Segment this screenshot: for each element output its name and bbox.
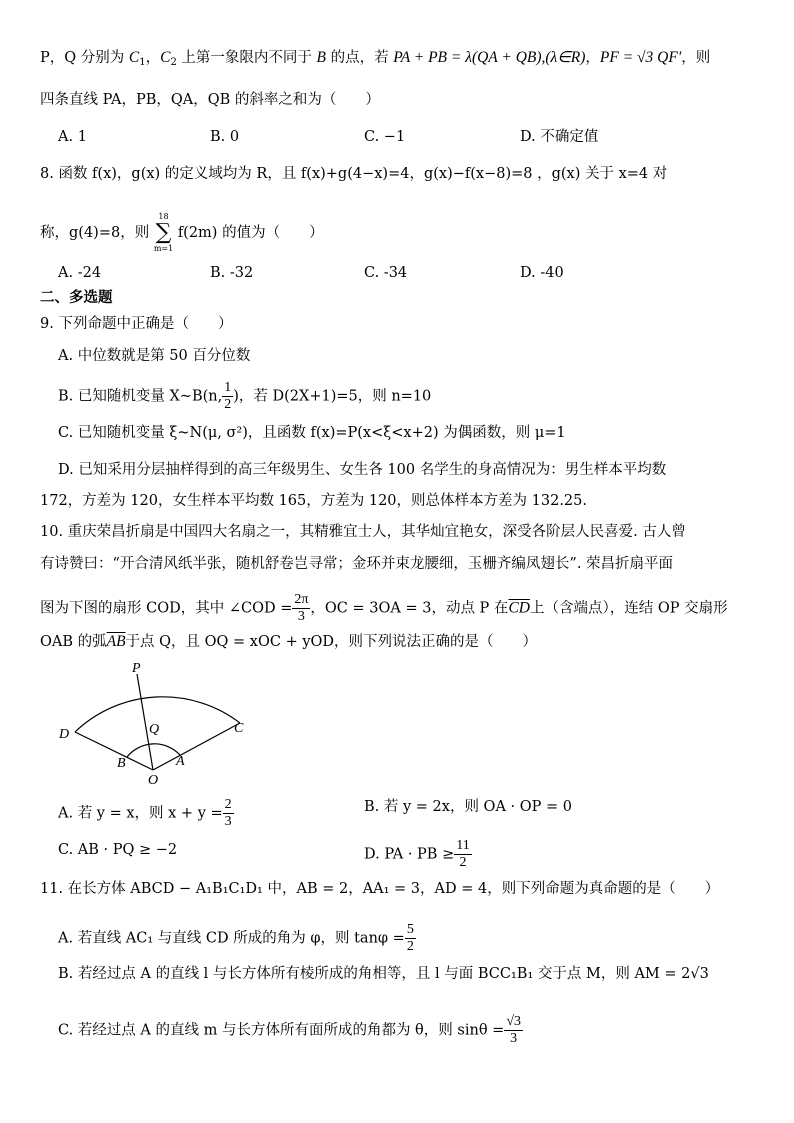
q9-option-b: B. 已知随机变量 X~B(n, $\frac{1}{2}$ )，若 D(2X+1)=5，则 n=10	[58, 380, 432, 412]
q9-option-c: C. 已知随机变量 ξ~N(μ, σ²)，且函数 f(x)=P(x<ξ<x+2) 为偶函数，则 μ=1	[58, 425, 566, 441]
q8-option-a: A. -24	[58, 265, 102, 281]
fraction: $\frac{1}{2}$	[224, 380, 232, 412]
section-title-multiple-choice: 二、多选题	[40, 289, 113, 306]
q7-line1: P，Q 分别为 $C_1$，$C_2$ 上第一象限内不同于 B 的点，若 PA + PB = λ(QA + QB),(λ∈R)，PF = √3 QF′，则	[40, 49, 711, 68]
q10-line2: 有诗赞曰：“开合清风纸半张，随机舒卷岂寻常；金环并束龙腰细，玉栅齐编凤翅长”. 荣昌折扇平面	[40, 556, 674, 572]
q10-option-c: C. AB · PQ ≥ −2	[58, 842, 178, 858]
arc-ab: $\overline{AB}$	[106, 633, 126, 650]
q9-stem: 9. 下列命题中正确是（ ）	[40, 316, 233, 332]
q10-option-a: A. 若 y = x，则 x + y = $\frac{2}{3}$	[58, 797, 232, 829]
radius-od	[75, 732, 153, 770]
q7-vector-equation-2: PF = √3 QF′	[599, 49, 682, 66]
q7-option-c: C. −1	[364, 129, 406, 145]
q8-option-c: C. -34	[364, 265, 408, 281]
q7-option-b: B. 0	[210, 129, 240, 145]
q8-option-d: D. -40	[520, 265, 564, 281]
q8-line1: 8. 函数 f(x)，g(x) 的定义域均为 R，且 f(x)+g(4−x)=4，g(x)−f(x−8)=8 ，g(x) 关于 x=4 对	[40, 166, 668, 182]
fraction: $\frac{11}{2}$	[456, 838, 470, 870]
arc-cd: $\overline{CD}$	[508, 599, 530, 617]
label-q: Q	[149, 722, 160, 737]
fraction: $\frac{2}{3}$	[224, 797, 232, 829]
q9-option-d-line1: D. 已知采用分层抽样得到的高三年级男生、女生各 100 名学生的身高情况为：男生样本平均数	[58, 462, 667, 478]
q8-option-b: B. -32	[210, 265, 254, 281]
q11-option-c: C. 若经过点 A 的直线 m 与长方体所有面所成的角都为 θ，则 sinθ = $\frac{√3}{3}$	[58, 1014, 521, 1046]
inner-arc-ab	[127, 744, 180, 757]
q11-option-b: B. 若经过点 A 的直线 l 与长方体所有棱所成的角相等，且 l 与面 BCC₁B₁ 交于点 M，则 AM = 2√3	[58, 966, 709, 982]
q7-option-d: D. 不确定值	[520, 129, 599, 145]
summation-sign: 18 ∑ m=1	[153, 212, 174, 253]
q10-option-d: D. PA · PB ≥ $\frac{11}{2}$	[364, 838, 470, 870]
label-c: C	[234, 721, 244, 736]
label-o: O	[148, 773, 159, 788]
q10-line1: 10. 重庆荣昌折扇是中国四大名扇之一，其精雅宜士人，其华灿宜艳女，深受各阶层人民喜爱. 古人曾	[40, 524, 686, 540]
q10-option-b: B. 若 y = 2x，则 OA · OP = 0	[364, 799, 572, 815]
q10-line3: 图为下图的扇形 COD，其中 ∠COD = $\frac{2\pi}{3}$ ，OC = 3OA = 3，动点 P 在$\overline{CD}$上（含端点），连结 OP 交扇形	[40, 592, 728, 624]
q7-vector-equation: PA + PB = λ(QA + QB),(λ∈R)	[393, 49, 586, 66]
label-d: D	[59, 727, 70, 742]
q11-option-a: A. 若直线 AC₁ 与直线 CD 所成的角为 φ，则 tanφ = $\frac{5}{2}$	[58, 922, 414, 954]
fraction: $\frac{5}{2}$	[406, 922, 414, 954]
q7-option-a: A. 1	[58, 129, 87, 145]
q10-line4: OAB 的弧$\overline{AB}$于点 Q，且 OQ = xOC + yOD，则下列说法正确的是（ ）	[40, 633, 538, 650]
q8-line2: 称，g(4)=8，则 18 ∑ m=1 f(2m) 的值为（ ）	[40, 212, 324, 253]
fan-sector-figure	[55, 660, 255, 790]
fraction: $\frac{√3}{3}$	[506, 1014, 521, 1046]
label-p: P	[132, 661, 141, 676]
q9-option-a: A. 中位数就是第 50 百分位数	[58, 348, 251, 364]
q7-line2: 四条直线 PA，PB，QA，QB 的斜率之和为（ ）	[40, 92, 380, 108]
fraction: $\frac{2\pi}{3}$	[294, 592, 309, 624]
q11-stem: 11. 在长方体 ABCD − A₁B₁C₁D₁ 中，AB = 2，AA₁ = 3，AD = 4，则下列命题为真命题的是（ ）	[40, 881, 720, 897]
radius-oc	[153, 723, 240, 770]
label-a: A	[176, 754, 185, 769]
label-b: B	[117, 756, 126, 771]
q9-option-d-line2: 172，方差为 120，女生样本平均数 165，方差为 120，则总体样本方差为 132.25.	[40, 493, 587, 509]
